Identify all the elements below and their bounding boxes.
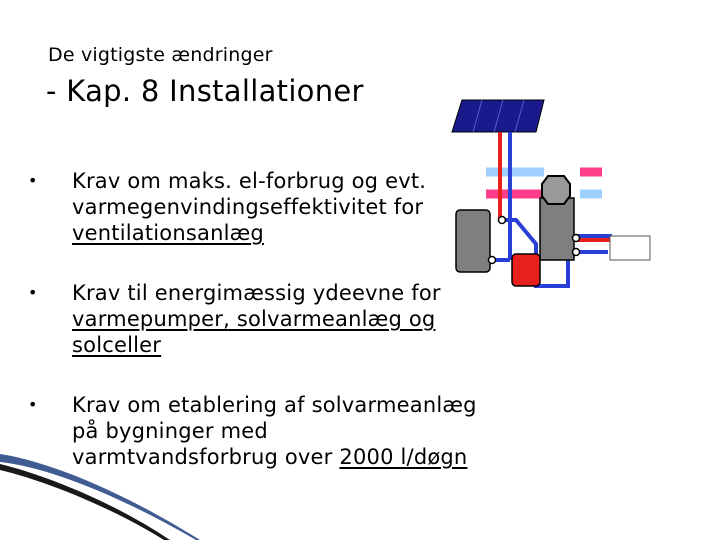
bullet-text: Krav om etablering af solvarmeanlæg på bygninger med varmtvandsforbrug over bbox=[72, 393, 477, 469]
bullet-marker: • bbox=[28, 283, 38, 302]
heat-pump-icon bbox=[540, 176, 574, 260]
bullet-link-text: varmepumper, solvarmeanlæg og solceller bbox=[72, 307, 436, 357]
bullet-marker: • bbox=[28, 395, 38, 414]
slide-title: - Kap. 8 Installationer bbox=[46, 74, 364, 108]
bullet-heatpumps-solar bbox=[28, 280, 478, 358]
bullet-ventilation bbox=[28, 168, 478, 246]
bullet-text: Krav til energimæssig ydeevne for bbox=[72, 281, 441, 305]
bullet-list bbox=[28, 168, 478, 470]
water-heater-icon bbox=[512, 254, 540, 286]
bullet-text: Krav om maks. el-forbrug og evt. varmegenvindingseffektivitet for bbox=[72, 169, 427, 219]
bullet-marker: • bbox=[28, 171, 38, 190]
storage-tank-icon bbox=[456, 210, 490, 272]
decorative-swoosh bbox=[0, 440, 200, 540]
bullet-link-text: 2000 l/døgn bbox=[339, 445, 468, 469]
solar-panel-icon bbox=[452, 100, 544, 132]
installation-diagram bbox=[440, 92, 680, 302]
bullet-link-text: ventilationsanlæg bbox=[72, 221, 264, 245]
slide-subtitle: De vigtigste ændringer bbox=[48, 44, 273, 66]
radiator-icon bbox=[610, 236, 650, 260]
